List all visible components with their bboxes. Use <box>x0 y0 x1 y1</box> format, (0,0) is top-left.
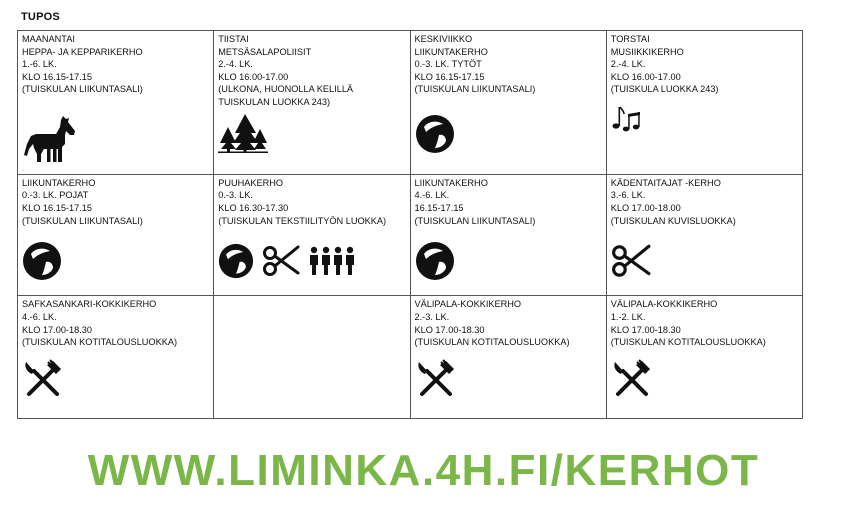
day-header: TORSTAI <box>610 34 650 44</box>
location: (TUISKULAN LIIKUNTASALI) <box>414 215 536 226</box>
club-name: HEPPA- JA KEPPARIKERHO <box>22 46 143 57</box>
page-title: TUPOS <box>21 11 60 23</box>
time: KLO 16.30-17.30 <box>218 202 289 213</box>
location: (TUISKULAN LIIKUNTASALI) <box>22 215 143 226</box>
day-header: KESKIVIIKKO <box>414 34 473 44</box>
music-note-icon <box>611 102 641 132</box>
cell-r2-c3 <box>606 296 802 419</box>
scissors-icon <box>262 243 300 279</box>
day-header: MAANANTAI <box>22 34 75 44</box>
location: (TUISKULA LUOKKA 243) <box>610 84 719 95</box>
ball-icon <box>22 241 62 281</box>
grade: 1.-6. LK. <box>22 59 57 70</box>
grade: 4.-6. LK. <box>414 190 450 201</box>
time: KLO 16.00-17.00 <box>218 71 289 82</box>
cell-r0-c3 <box>606 31 802 175</box>
location-2: TUISKULAN LUOKKA 243) <box>218 96 331 107</box>
location: (TUISKULAN KOTITALOUSLUOKKA) <box>414 337 570 348</box>
cell-r2-c2 <box>410 296 606 419</box>
location: (TUISKULAN KOTITALOUSLUOKKA) <box>22 337 178 348</box>
ball-icon <box>218 243 254 279</box>
grade: 2.-3. LK. <box>414 311 450 322</box>
grade: 0.-3. LK. POJAT <box>22 190 89 201</box>
time: KLO 16.00-17.00 <box>610 71 681 82</box>
time: 16.15-17.15 <box>414 202 464 213</box>
time: KLO 17.00-18.00 <box>610 202 681 213</box>
cell-r1-c3 <box>606 174 802 296</box>
location: (TUISKULAN TEKSTIILITYÖN LUOKKA) <box>218 215 387 226</box>
day-header: TIISTAI <box>218 34 249 44</box>
club-name: SAFKASANKARI-KOKKIKERHO <box>22 299 157 310</box>
cell-r2-c0 <box>18 296 214 419</box>
club-name: VÄLIPALA-KOKKIKERHO <box>414 299 522 310</box>
ball-icon <box>415 114 455 154</box>
website-url: WWW.LIMINKA.4H.FI/KERHOT <box>87 446 760 495</box>
club-name: PUUHAKERHO <box>218 177 284 188</box>
grade: 4.-6. LK. <box>22 311 57 322</box>
cell-r0-c0 <box>18 31 214 175</box>
club-name: MUSIIKKIKERHO <box>610 46 684 57</box>
cell-r2-c1-empty <box>214 296 410 419</box>
cell-r1-c2 <box>410 174 606 296</box>
club-name: LIIKUNTAKERHO <box>414 46 488 57</box>
location: (TUISKULAN LIIKUNTASALI) <box>414 84 536 95</box>
club-name: LIIKUNTAKERHO <box>414 177 488 188</box>
time: KLO 16.15-17.15 <box>414 71 485 82</box>
time: KLO 17.00-18.30 <box>414 324 485 335</box>
location: (TUISKULAN KUVISLUOKKA) <box>610 215 736 226</box>
club-name: METSÄSALAPOLIISIT <box>218 46 312 57</box>
people-icon <box>308 246 356 276</box>
fork-knife-icon <box>22 359 64 401</box>
club-name: KÄDENTAITAJAT -KERHO <box>610 177 721 188</box>
ball-icon <box>415 241 455 281</box>
grade: 2.-4. LK. <box>218 59 253 70</box>
cell-r0-c1 <box>214 31 410 175</box>
time: KLO 16.15-17.15 <box>22 202 92 213</box>
scissors-icon <box>611 241 651 281</box>
club-name: LIIKUNTAKERHO <box>22 177 96 188</box>
cell-r0-c2 <box>410 31 606 175</box>
grade: 0.-3. LK. TYTÖT <box>414 59 482 70</box>
location: (ULKONA, HUONOLLA KELILLÄ <box>218 84 354 95</box>
forest-icon <box>218 113 268 153</box>
schedule-table <box>17 30 803 419</box>
grade: 1.-2. LK. <box>610 311 646 322</box>
fork-knife-icon <box>415 359 457 401</box>
location: (TUISKULAN LIIKUNTASALI) <box>22 84 143 95</box>
time: KLO 16.15-17.15 <box>22 71 92 82</box>
fork-knife-icon <box>611 359 653 401</box>
grade: 2.-4. LK. <box>610 59 646 70</box>
location: (TUISKULAN KOTITALOUSLUOKKA) <box>610 337 766 348</box>
club-name: VÄLIPALA-KOKKIKERHO <box>610 299 718 310</box>
grade: 3.-6. LK. <box>610 190 646 201</box>
grade: 0.-3. LK. <box>218 190 253 201</box>
cell-r1-c1 <box>214 174 410 296</box>
time: KLO 17.00-18.30 <box>610 324 681 335</box>
time: KLO 17.00-18.30 <box>22 324 92 335</box>
cell-r1-c0 <box>18 174 214 296</box>
horse-icon <box>22 114 78 164</box>
